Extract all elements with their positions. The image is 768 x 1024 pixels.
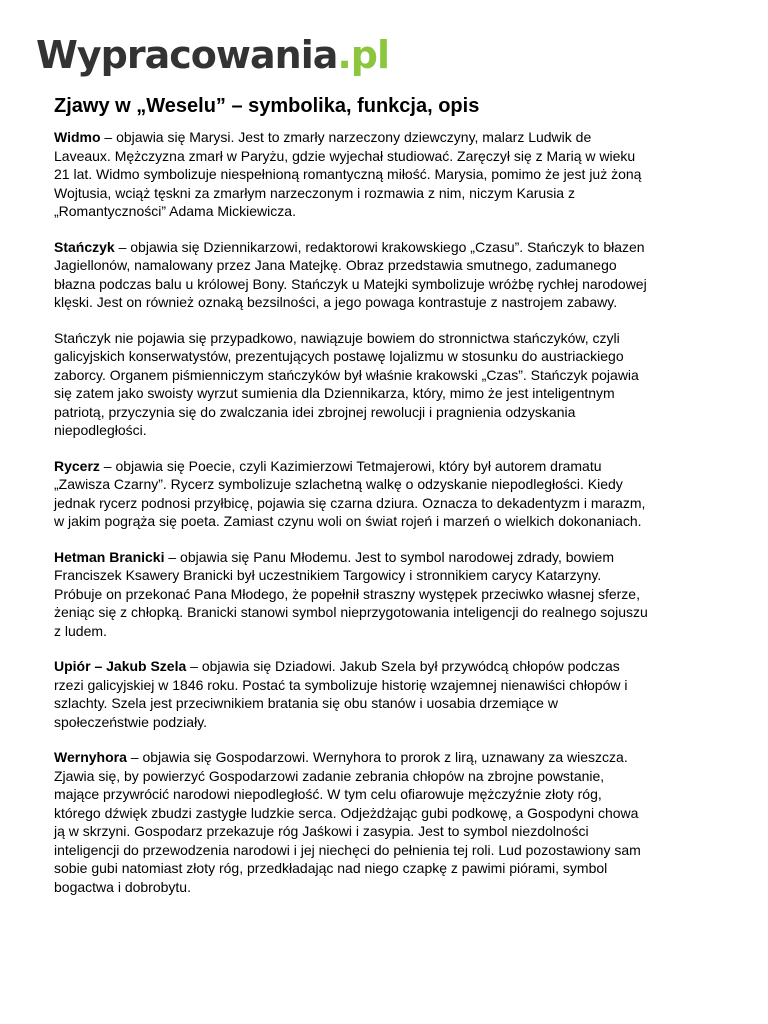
paragraph-text: – objawia się Gospodarzowi. Wernyhora to prorok z lirą, uznawany za wieszcza. Zjawia się, by powierzyć Gospodarzowi zadanie zebrania chłopów na zbrojne powstanie, mające przywrócić narodowi niepodległość. W tym celu ofiarowuje mężczyźnie złoty róg, którego dźwięk zbudzi zastygłe ludzkie serca. Odjeżdżając gubi podkowę, a Gospodyni chowa ją w skrzyni. Gospodarz przekazuje róg Jaśkowi i zasypia. Jest to symbol niezdolności inteligencji do przewodzenia narodowi i jej niechęci do pełnienia tej roli. Lud pozostawiony sam sobie gubi natomiast złoty róg, przedkładając nad niego czapkę z pawimi piórami, symbol bogactwa i dobrobytu. (54, 749, 641, 895)
paragraph-text: – objawia się Panu Młodemu. Jest to symbol narodowej zdrady, bowiem Franciszek Ksawery Branicki był uczestnikiem Targowicy i stronnikiem carycy Katarzyny. Próbuje on przekonać Pana Młodego, że popełnił straszny występek przeciwko własnej sferze, żeniąc się z chłopką. Branicki stanowi symbol nieprzygotowania inteligencji do realnego sojuszu z ludem. (54, 548, 648, 639)
paragraph-hetman-branicki (54, 548, 719, 641)
logo-domain-suffix: .pl (337, 33, 390, 77)
paragraph-wernyhora (54, 748, 719, 896)
paragraph-widmo (54, 128, 719, 221)
term-rycerz: Rycerz (54, 457, 100, 474)
document-title: Zjawy w „Weselu” – symbolika, funkcja, opis (54, 95, 480, 117)
paragraph-upior-jakub-szela (54, 657, 719, 731)
logo-wordmark: Wypracowania (36, 33, 338, 77)
paragraph-stanczyk (54, 238, 719, 312)
paragraph-text: – objawia się Dziadowi. Jakub Szela był przywódcą chłopów podczas rzezi galicyjskiej w 1846 roku. Postać ta symbolizuje historię wzajemnej nienawiści chłopów i szlachty. Szela jest przeciwnikiem bratania się obu stanów i uosabia drzemiące w społeczeństwie podziały. (54, 658, 628, 730)
term-stanczyk: Stańczyk (54, 238, 115, 255)
site-logo (36, 24, 390, 77)
document-body (54, 128, 719, 913)
term-wernyhora: Wernyhora (54, 749, 127, 765)
term-hetman-branicki: Hetman Branicki (54, 548, 165, 565)
paragraph-text: Stańczyk nie pojawia się przypadkowo, nawiązuje bowiem do stronnictwa stańczyków, czyli galicyjskich konserwatystów, prezentujących postawę lojalizmu w stosunku do austriackiego zaborcy. Organem piśmienniczym stańczyków był właśnie krakowski „Czas”. Stańczyk pojawia się zatem jako swoisty wyrzut sumienia dla Dziennikarza, który, mimo że jest inteligentnym patriotą, przyczynia się do zwalczania idei zbrojnej rewolucji i pragnienia odzyskania niepodległości. (54, 329, 639, 438)
term-upior-jakub-szela: Upiór – Jakub Szela (54, 658, 187, 674)
paragraph-stanczyk-context (54, 329, 719, 440)
paragraph-text: – objawia się Dziennikarzowi, redaktorowi krakowskiego „Czasu”. Stańczyk to błazen Jagiellonów, namalowany przez Jana Matejkę. Obraz przedstawia smutnego, zadumanego błazna podczas balu u królowej Bony. Stańczyk u Matejki symbolizuje wróżbę rychłej narodowej klęski. Jest on również oznaką bezsilności, a jego powaga kontrastuje z nastrojem zabawy. (54, 238, 647, 310)
paragraph-rycerz (54, 457, 719, 531)
paragraph-text: – objawia się Marysi. Jest to zmarły narzeczony dziewczyny, malarz Ludwik de Laveaux. Mężczyzna zmarł w Paryżu, gdzie wyjechał studiować. Zaręczył się z Marią w wieku 21 lat. Widmo symbolizuje niespełnioną romantyczną miłość. Marysia, pomimo że jest już żoną Wojtusia, wciąż tęskni za zmarłym narzeczonym i rozmawia z nim, niczym Karusia z „Romantyczności” Adama Mickiewicza. (54, 129, 642, 219)
term-widmo: Widmo (54, 129, 101, 145)
paragraph-text: – objawia się Poecie, czyli Kazimierzowi Tetmajerowi, który był autorem dramatu „Zawisza Czarny”. Rycerz symbolizuje szlachetną walkę o odzyskanie niepodległości. Kiedy jednak rycerz podnosi przyłbicę, pojawia się czarna dziura. Oznacza to dekadentyzm i marazm, w jakim pogrąża się poeta. Zamiast czynu woli on świat rojeń i marzeń o wielkich dokonaniach. (54, 457, 646, 529)
